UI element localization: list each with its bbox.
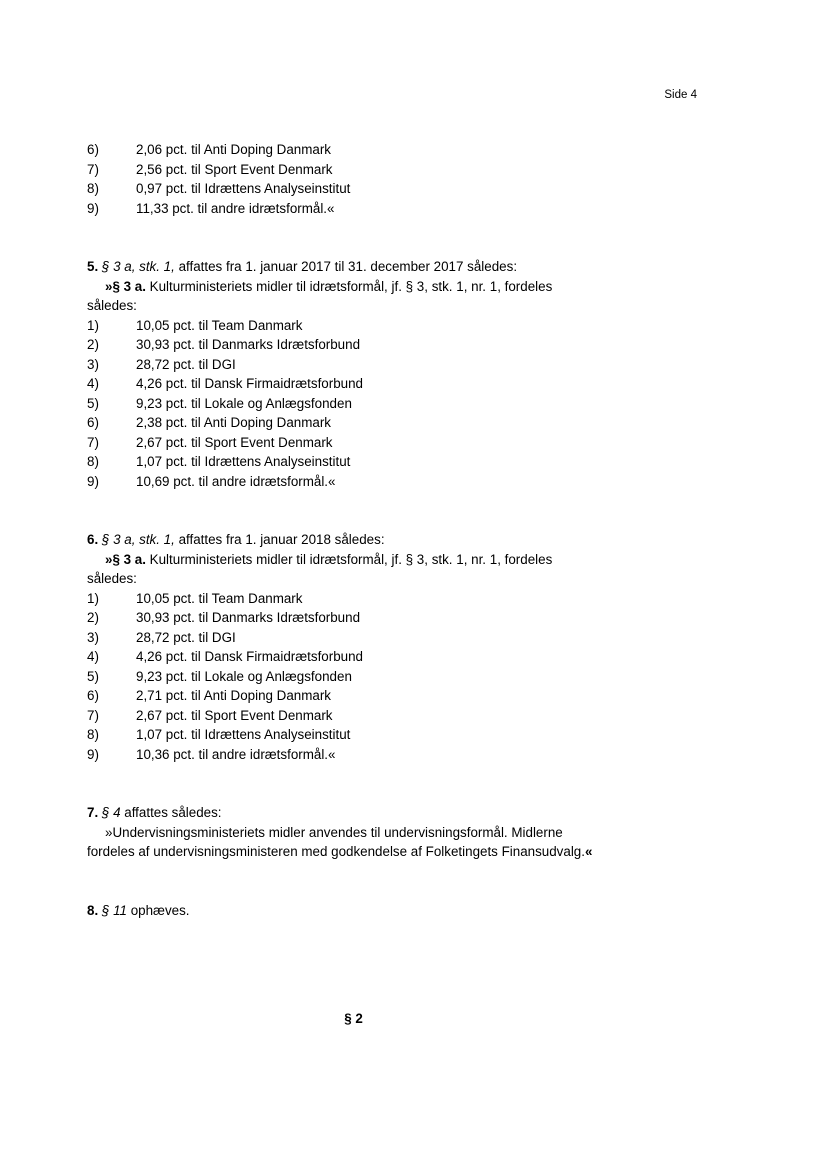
spacer bbox=[87, 764, 647, 803]
quote-intro bbox=[87, 550, 647, 570]
list-item bbox=[87, 472, 647, 492]
list-item bbox=[87, 179, 647, 199]
section-text: affattes fra 1. januar 2017 til 31. december 2017 således: bbox=[174, 259, 518, 274]
section-heading bbox=[87, 530, 647, 550]
section-text: affattes fra 1. januar 2018 således: bbox=[174, 532, 385, 547]
list-item bbox=[87, 355, 647, 375]
item-text: 9,23 pct. til Lokale og Anlægsfonden bbox=[136, 395, 352, 411]
list-item bbox=[87, 706, 647, 726]
list-item bbox=[87, 667, 647, 687]
item-text: 10,05 pct. til Team Danmark bbox=[136, 317, 303, 333]
section-reference: § 4 bbox=[101, 805, 121, 820]
item-number: 4) bbox=[87, 376, 99, 391]
spacer bbox=[87, 862, 647, 901]
section-number: 5. bbox=[87, 259, 99, 274]
item-number: 3) bbox=[87, 629, 99, 645]
item-number: 1) bbox=[87, 590, 99, 606]
list-item bbox=[87, 647, 647, 667]
item-text: 2,06 pct. til Anti Doping Danmark bbox=[136, 142, 332, 157]
list-item bbox=[87, 140, 647, 160]
section-reference: § 3 a, stk. 1, bbox=[101, 259, 175, 274]
quote-line-1: »Undervisningsministeriets midler anvendes til undervisningsformål. Midlerne bbox=[105, 824, 563, 840]
item-text: 4,26 pct. til Dansk Firmaidrætsforbund bbox=[136, 649, 363, 664]
document-body bbox=[87, 140, 647, 920]
item-text: 2,67 pct. til Sport Event Denmark bbox=[136, 434, 333, 450]
list-item bbox=[87, 413, 647, 433]
item-number: 8) bbox=[87, 727, 99, 742]
item-text: 30,93 pct. til Danmarks Idrætsforbund bbox=[136, 610, 361, 625]
item-text: 10,05 pct. til Team Danmark bbox=[136, 590, 303, 606]
list-item bbox=[87, 725, 647, 745]
list-item bbox=[87, 608, 647, 628]
item-text: 1,07 pct. til Idrættens Analyseinstitut bbox=[136, 727, 351, 742]
item-text: 4,26 pct. til Dansk Firmaidrætsforbund bbox=[136, 376, 363, 391]
section-text: affattes således: bbox=[120, 805, 222, 820]
quote-line-2 bbox=[87, 842, 647, 862]
item-text: 2,38 pct. til Anti Doping Danmark bbox=[136, 415, 332, 430]
item-number: 9) bbox=[87, 200, 99, 216]
spacer bbox=[87, 491, 647, 530]
item-number: 6) bbox=[87, 142, 99, 157]
item-number: 5) bbox=[87, 668, 99, 684]
quote-text: Kulturministeriets midler til idrætsformål, jf. § 3, stk. 1, nr. 1, fordeles bbox=[145, 551, 553, 567]
item-text: 1,07 pct. til Idrættens Analyseinstitut bbox=[136, 454, 351, 469]
item-text: 10,36 pct. til andre idrætsformål.« bbox=[136, 746, 336, 762]
top-list bbox=[87, 140, 647, 218]
quote-text: fordeles af undervisningsministeren med godkendelse af Folketingets Finansudvalg. bbox=[87, 844, 585, 859]
list-item bbox=[87, 199, 647, 219]
page-number: Side 4 bbox=[664, 89, 697, 101]
section-heading bbox=[87, 901, 647, 921]
list-item bbox=[87, 628, 647, 648]
item-number: 6) bbox=[87, 415, 99, 430]
section-reference: § 11 bbox=[101, 902, 127, 918]
list-item bbox=[87, 374, 647, 394]
item-number: 7) bbox=[87, 434, 99, 450]
list-item bbox=[87, 316, 647, 336]
quote-text: Kulturministeriets midler til idrætsformål, jf. § 3, stk. 1, nr. 1, fordeles bbox=[145, 278, 553, 294]
quote-continuation: således: bbox=[87, 298, 137, 313]
list-item bbox=[87, 394, 647, 414]
list-item bbox=[87, 589, 647, 609]
list-item bbox=[87, 335, 647, 355]
section-heading bbox=[87, 803, 647, 823]
item-text: 2,67 pct. til Sport Event Denmark bbox=[136, 707, 333, 723]
section-number: 8. bbox=[87, 902, 99, 918]
item-number: 5) bbox=[87, 395, 99, 411]
item-text: 2,56 pct. til Sport Event Denmark bbox=[136, 161, 333, 177]
section-5 bbox=[87, 257, 647, 491]
quote-paragraph-mark: »§ 3 a. bbox=[105, 278, 146, 294]
item-number: 1) bbox=[87, 317, 99, 333]
section-text: ophæves. bbox=[126, 902, 190, 918]
item-number: 8) bbox=[87, 181, 99, 196]
section-number: 7. bbox=[87, 805, 99, 820]
section-7 bbox=[87, 803, 647, 862]
item-text: 0,97 pct. til Idrættens Analyseinstitut bbox=[136, 181, 351, 196]
spacer bbox=[87, 218, 647, 257]
quote-continuation: således: bbox=[87, 571, 137, 586]
list-item bbox=[87, 745, 647, 765]
section-heading bbox=[87, 257, 647, 277]
item-number: 9) bbox=[87, 746, 99, 762]
quote-close-mark: « bbox=[584, 844, 593, 859]
list-item bbox=[87, 686, 647, 706]
section-8 bbox=[87, 901, 647, 921]
item-text: 28,72 pct. til DGI bbox=[136, 356, 236, 372]
item-number: 6) bbox=[87, 688, 99, 703]
item-text: 9,23 pct. til Lokale og Anlægsfonden bbox=[136, 668, 352, 684]
item-text: 30,93 pct. til Danmarks Idrætsforbund bbox=[136, 337, 361, 352]
item-number: 4) bbox=[87, 649, 99, 664]
item-text: 10,69 pct. til andre idrætsformål.« bbox=[136, 473, 336, 489]
quote-intro bbox=[87, 277, 647, 297]
item-number: 7) bbox=[87, 707, 99, 723]
item-number: 2) bbox=[87, 610, 99, 625]
item-text: 2,71 pct. til Anti Doping Danmark bbox=[136, 688, 332, 703]
item-number: 3) bbox=[87, 356, 99, 372]
item-number: 8) bbox=[87, 454, 99, 469]
item-number: 9) bbox=[87, 473, 99, 489]
item-number: 7) bbox=[87, 161, 99, 177]
list-item bbox=[87, 452, 647, 472]
section-reference: § 3 a, stk. 1, bbox=[101, 532, 175, 547]
item-text: 11,33 pct. til andre idrætsformål.« bbox=[136, 200, 335, 216]
section-heading-paragraph-2: § 2 bbox=[344, 1011, 363, 1026]
list-item bbox=[87, 433, 647, 453]
section-number: 6. bbox=[87, 532, 99, 547]
quote-paragraph-mark: »§ 3 a. bbox=[105, 551, 146, 567]
item-number: 2) bbox=[87, 337, 99, 352]
item-text: 28,72 pct. til DGI bbox=[136, 629, 236, 645]
section-6 bbox=[87, 530, 647, 764]
list-item bbox=[87, 160, 647, 180]
